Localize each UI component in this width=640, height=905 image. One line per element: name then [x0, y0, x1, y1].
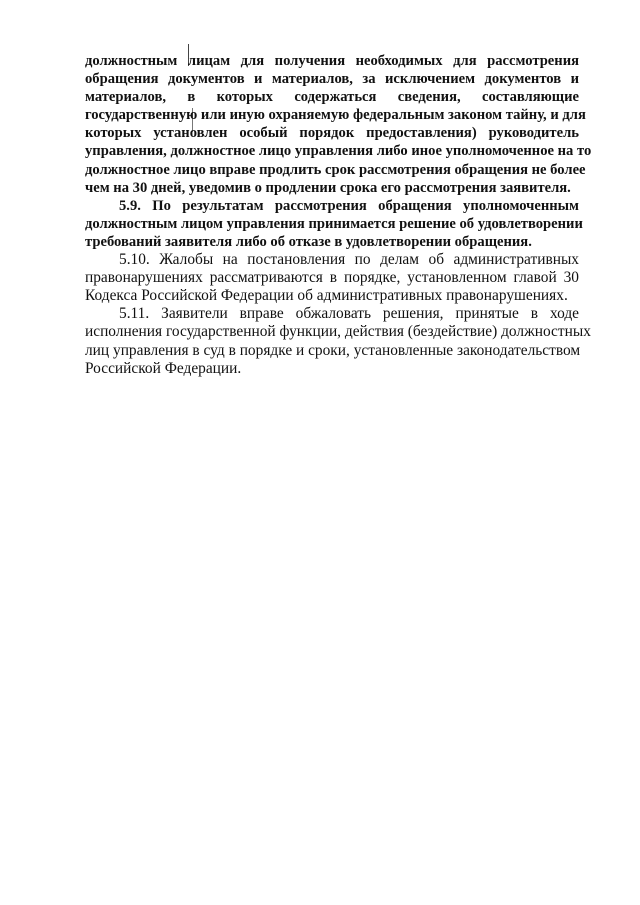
text-line: 5.10. Жалобы на постановления по делам об административных [119, 251, 579, 269]
text-line: Кодекса Российской Федерации об административных правонарушениях. [85, 287, 568, 305]
text-line: требований заявителя либо об отказе в удовлетворении обращения. [85, 233, 532, 250]
text-line: государственную или иную охраняемую федеральным законом тайну, и для [85, 107, 586, 124]
text-line: должностным лицом управления принимается решение об удовлетворении [85, 215, 583, 232]
text-line: чем на 30 дней, уведомив о продлении срока его рассмотрения заявителя. [85, 179, 571, 196]
document-body [85, 52, 592, 378]
text-line: лиц управления в суд в порядке и сроки, установленные законодательством [85, 341, 581, 359]
paragraph-5-11 [85, 305, 591, 377]
text-line: управления, должностное лицо управления либо иное уполномоченное на то [85, 143, 592, 160]
text-line: 5.9. По результатам рассмотрения обращения уполномоченным [119, 197, 579, 214]
text-line: которых установлен особый порядок предоставления) руководитель [85, 125, 579, 142]
text-line: правонарушениях рассматриваются в порядке, установленном главой 30 [85, 269, 579, 287]
text-line: 5.11. Заявители вправе обжаловать решения, принятые в ходе [119, 305, 579, 323]
text-line: обращения документов и материалов, за исключением документов и [85, 71, 579, 88]
paragraph-continuation [85, 52, 592, 197]
paragraph-5-10 [85, 251, 579, 305]
text-line: исполнения государственной функции, действия (бездействие) должностных [85, 323, 591, 341]
text-line: должностным лицам для получения необходимых для рассмотрения [85, 53, 579, 69]
paragraph-5-9 [85, 197, 583, 251]
text-line: Российской Федерации. [85, 359, 242, 377]
text-line: материалов, в которых содержаться сведения, составляющие [85, 89, 579, 106]
text-line: должностное лицо вправе продлить срок рассмотрения обращения не более [85, 161, 586, 178]
